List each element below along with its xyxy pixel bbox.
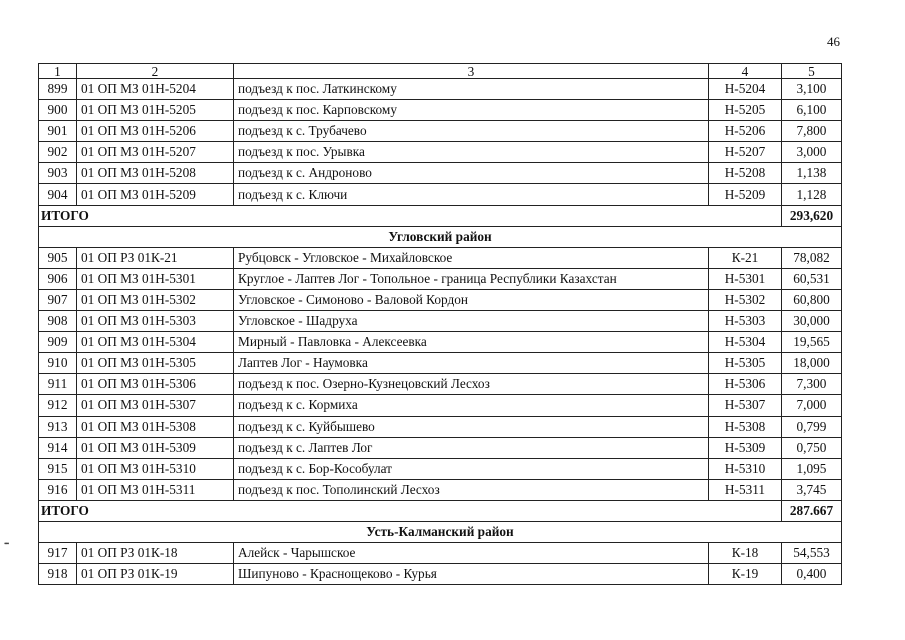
road-code-cell: 01 ОП МЗ 01Н-5207 <box>77 142 234 163</box>
road-length-cell: 54,553 <box>782 543 842 564</box>
table-row <box>39 311 842 332</box>
column-header: 1 <box>39 64 77 79</box>
road-length-cell: 30,000 <box>782 311 842 332</box>
road-id-cell: К-19 <box>709 564 782 585</box>
district-name-cell: Угловский район <box>39 226 842 247</box>
road-length-cell: 3,745 <box>782 479 842 500</box>
row-number-cell: 900 <box>39 100 77 121</box>
road-id-cell: Н-5306 <box>709 374 782 395</box>
row-number-cell: 913 <box>39 416 77 437</box>
row-number-cell: 909 <box>39 332 77 353</box>
row-number-cell: 914 <box>39 437 77 458</box>
road-name-cell: подъезд к пос. Латкинскому <box>234 79 709 100</box>
table-row <box>39 268 842 289</box>
road-id-cell: К-18 <box>709 543 782 564</box>
row-number-cell: 910 <box>39 353 77 374</box>
road-length-cell: 1,095 <box>782 458 842 479</box>
table-row <box>39 79 842 100</box>
road-name-cell: Угловское - Симоново - Валовой Кордон <box>234 289 709 310</box>
total-row <box>39 500 842 521</box>
road-name-cell: Мирный - Павловка - Алексеевка <box>234 332 709 353</box>
header-row <box>39 64 842 79</box>
road-name-cell: подъезд к с. Бор-Кособулат <box>234 458 709 479</box>
road-length-cell: 7,000 <box>782 395 842 416</box>
row-number-cell: 912 <box>39 395 77 416</box>
table-row <box>39 543 842 564</box>
table-row <box>39 121 842 142</box>
total-row <box>39 205 842 226</box>
row-number-cell: 911 <box>39 374 77 395</box>
road-length-cell: 7,800 <box>782 121 842 142</box>
road-id-cell: Н-5303 <box>709 311 782 332</box>
road-length-cell: 3,100 <box>782 79 842 100</box>
table-row <box>39 353 842 374</box>
road-id-cell: К-21 <box>709 247 782 268</box>
table-row <box>39 416 842 437</box>
road-name-cell: подъезд к с. Трубачево <box>234 121 709 142</box>
row-number-cell: 918 <box>39 564 77 585</box>
road-length-cell: 0,799 <box>782 416 842 437</box>
total-label-cell: ИТОГО <box>39 500 782 521</box>
road-name-cell: подъезд к пос. Озерно-Кузнецовский Лесхоз <box>234 374 709 395</box>
district-header-row <box>39 226 842 247</box>
road-code-cell: 01 ОП МЗ 01Н-5205 <box>77 100 234 121</box>
district-header-row <box>39 521 842 542</box>
road-length-cell: 19,565 <box>782 332 842 353</box>
road-name-cell: подъезд к пос. Карповскому <box>234 100 709 121</box>
road-id-cell: Н-5204 <box>709 79 782 100</box>
row-number-cell: 917 <box>39 543 77 564</box>
total-length-cell: 293,620 <box>782 205 842 226</box>
table-row <box>39 332 842 353</box>
road-code-cell: 01 ОП МЗ 01Н-5304 <box>77 332 234 353</box>
road-length-cell: 0,400 <box>782 564 842 585</box>
column-header: 2 <box>77 64 234 79</box>
row-number-cell: 906 <box>39 268 77 289</box>
road-id-cell: Н-5309 <box>709 437 782 458</box>
road-name-cell: Рубцовск - Угловское - Михайловское <box>234 247 709 268</box>
road-length-cell: 6,100 <box>782 100 842 121</box>
road-code-cell: 01 ОП РЗ 01К-21 <box>77 247 234 268</box>
road-length-cell: 1,138 <box>782 163 842 184</box>
margin-mark: ••• <box>4 540 9 548</box>
road-code-cell: 01 ОП МЗ 01Н-5309 <box>77 437 234 458</box>
road-id-cell: Н-5308 <box>709 416 782 437</box>
road-code-cell: 01 ОП МЗ 01Н-5209 <box>77 184 234 205</box>
road-name-cell: Шипуново - Краснощеково - Курья <box>234 564 709 585</box>
roads-table <box>38 63 842 585</box>
table-row <box>39 395 842 416</box>
road-code-cell: 01 ОП МЗ 01Н-5310 <box>77 458 234 479</box>
row-number-cell: 916 <box>39 479 77 500</box>
district-name-cell: Усть-Калманский район <box>39 521 842 542</box>
table-row <box>39 564 842 585</box>
road-code-cell: 01 ОП МЗ 01Н-5206 <box>77 121 234 142</box>
road-name-cell: подъезд к с. Андроново <box>234 163 709 184</box>
road-code-cell: 01 ОП МЗ 01Н-5307 <box>77 395 234 416</box>
table-row <box>39 437 842 458</box>
road-name-cell: Алейск - Чарышское <box>234 543 709 564</box>
road-name-cell: подъезд к пос. Тополинский Лесхоз <box>234 479 709 500</box>
road-length-cell: 7,300 <box>782 374 842 395</box>
road-length-cell: 60,531 <box>782 268 842 289</box>
table-row <box>39 458 842 479</box>
road-code-cell: 01 ОП МЗ 01Н-5306 <box>77 374 234 395</box>
road-name-cell: Круглое - Лаптев Лог - Топольное - граница Республики Казахстан <box>234 268 709 289</box>
row-number-cell: 905 <box>39 247 77 268</box>
road-name-cell: Угловское - Шадруха <box>234 311 709 332</box>
row-number-cell: 915 <box>39 458 77 479</box>
road-id-cell: Н-5310 <box>709 458 782 479</box>
road-code-cell: 01 ОП МЗ 01Н-5301 <box>77 268 234 289</box>
table-row <box>39 479 842 500</box>
road-id-cell: Н-5305 <box>709 353 782 374</box>
column-header: 5 <box>782 64 842 79</box>
road-id-cell: Н-5302 <box>709 289 782 310</box>
table-row <box>39 142 842 163</box>
road-length-cell: 78,082 <box>782 247 842 268</box>
row-number-cell: 903 <box>39 163 77 184</box>
road-code-cell: 01 ОП МЗ 01Н-5308 <box>77 416 234 437</box>
road-name-cell: подъезд к с. Кормиха <box>234 395 709 416</box>
column-header: 4 <box>709 64 782 79</box>
road-id-cell: Н-5209 <box>709 184 782 205</box>
row-number-cell: 904 <box>39 184 77 205</box>
road-length-cell: 3,000 <box>782 142 842 163</box>
road-name-cell: подъезд к с. Лаптев Лог <box>234 437 709 458</box>
road-code-cell: 01 ОП МЗ 01Н-5208 <box>77 163 234 184</box>
road-id-cell: Н-5206 <box>709 121 782 142</box>
row-number-cell: 901 <box>39 121 77 142</box>
road-id-cell: Н-5208 <box>709 163 782 184</box>
road-code-cell: 01 ОП МЗ 01Н-5303 <box>77 311 234 332</box>
road-id-cell: Н-5205 <box>709 100 782 121</box>
page-number: 46 <box>827 34 840 49</box>
road-id-cell: Н-5304 <box>709 332 782 353</box>
road-name-cell: подъезд к с. Куйбышево <box>234 416 709 437</box>
road-code-cell: 01 ОП МЗ 01Н-5305 <box>77 353 234 374</box>
table-row <box>39 100 842 121</box>
row-number-cell: 908 <box>39 311 77 332</box>
column-header: 3 <box>234 64 709 79</box>
table-row <box>39 374 842 395</box>
road-code-cell: 01 ОП РЗ 01К-19 <box>77 564 234 585</box>
table-row <box>39 247 842 268</box>
road-code-cell: 01 ОП МЗ 01Н-5204 <box>77 79 234 100</box>
road-length-cell: 18,000 <box>782 353 842 374</box>
road-length-cell: 60,800 <box>782 289 842 310</box>
road-length-cell: 0,750 <box>782 437 842 458</box>
table-row <box>39 163 842 184</box>
row-number-cell: 902 <box>39 142 77 163</box>
table-row <box>39 184 842 205</box>
road-name-cell: подъезд к с. Ключи <box>234 184 709 205</box>
row-number-cell: 907 <box>39 289 77 310</box>
road-id-cell: Н-5301 <box>709 268 782 289</box>
road-code-cell: 01 ОП МЗ 01Н-5311 <box>77 479 234 500</box>
table-row <box>39 289 842 310</box>
total-label-cell: ИТОГО <box>39 205 782 226</box>
road-id-cell: Н-5311 <box>709 479 782 500</box>
total-length-cell: 287.667 <box>782 500 842 521</box>
road-name-cell: подъезд к пос. Урывка <box>234 142 709 163</box>
row-number-cell: 899 <box>39 79 77 100</box>
road-name-cell: Лаптев Лог - Наумовка <box>234 353 709 374</box>
road-code-cell: 01 ОП РЗ 01К-18 <box>77 543 234 564</box>
road-id-cell: Н-5307 <box>709 395 782 416</box>
road-length-cell: 1,128 <box>782 184 842 205</box>
road-code-cell: 01 ОП МЗ 01Н-5302 <box>77 289 234 310</box>
road-id-cell: Н-5207 <box>709 142 782 163</box>
